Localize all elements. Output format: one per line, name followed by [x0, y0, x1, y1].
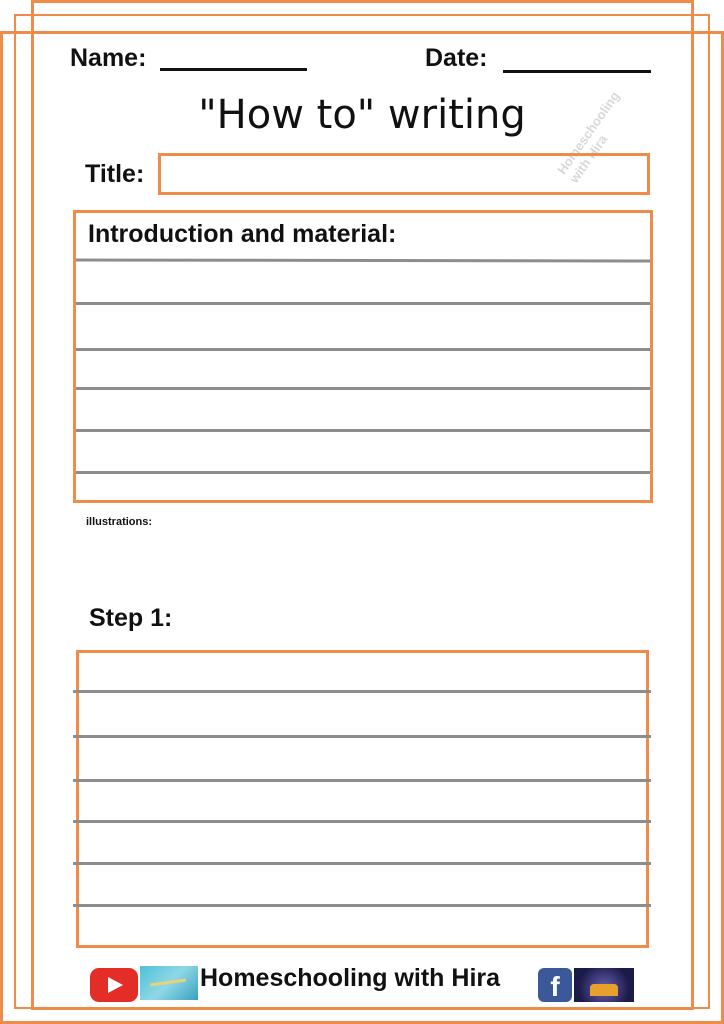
name-label: Name: — [70, 44, 147, 72]
worksheet-title: "How to" writing — [198, 92, 526, 138]
facebook-icon[interactable]: f — [538, 968, 572, 1002]
introduction-box[interactable] — [73, 210, 653, 503]
ruled-line — [76, 348, 650, 351]
watermark-logo: Homeschooling with Hira — [554, 88, 623, 186]
date-label: Date: — [425, 44, 488, 72]
ruled-line — [73, 820, 651, 823]
title-label: Title: — [85, 160, 145, 188]
step-1-label: Step 1: — [89, 604, 173, 632]
youtube-icon[interactable] — [90, 968, 138, 1002]
ruled-line — [73, 904, 651, 907]
ruled-line — [76, 302, 650, 305]
introduction-label: Introduction and material: — [88, 220, 397, 248]
ruled-line — [73, 690, 651, 693]
ruled-line — [73, 735, 651, 738]
ruled-line — [76, 429, 650, 432]
channel-thumbnail — [140, 966, 198, 1000]
ruled-line — [73, 779, 651, 782]
ruled-line — [73, 862, 651, 865]
footer-brand: Homeschooling with Hira — [200, 964, 501, 992]
illustrations-label: illustrations: — [86, 516, 153, 528]
name-field[interactable] — [160, 68, 307, 71]
ruled-line — [76, 387, 650, 390]
title-input-box[interactable] — [158, 153, 650, 195]
night-scene-thumbnail — [574, 968, 634, 1002]
ruled-line — [76, 471, 650, 474]
